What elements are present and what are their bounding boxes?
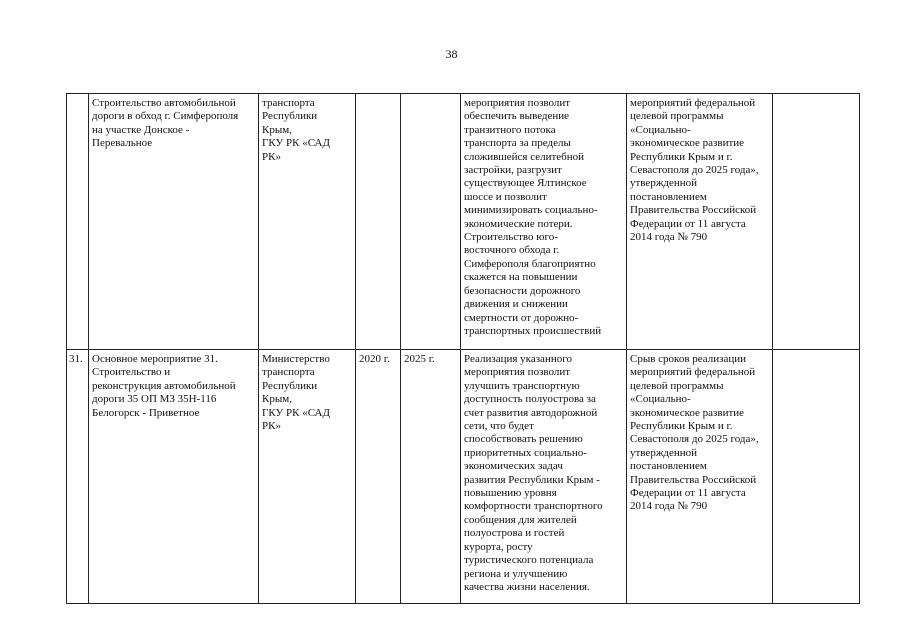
consequences-cell: Срыв сроков реализации мероприятий федеральной целевой программы «Социально- экономическое развитие Республики Крым и г. Севастополя до 2025 года», утвержденной постановлением Правительства Российской Федерации от 11 августа 2014 года № 790 — [627, 350, 773, 604]
table-row — [67, 350, 860, 604]
end-year-cell — [401, 94, 461, 350]
link-cell — [773, 350, 860, 604]
page-number: 38 — [445, 47, 458, 61]
measure-name-cell: Строительство автомобильной дороги в обход г. Симферополя на участке Донское - Перевальное — [89, 94, 259, 350]
end-year-cell: 2025 г. — [401, 350, 461, 604]
expected-result-cell: Реализация указанного мероприятия позволит улучшить транспортную доступность полуострова за счет развития автодорожной сети, что будет способствовать решению приоритетных социально- экономических задач развития Республики Крым - повышению уровня комфортности транспортного сообщения для жителей полуострова и гостей курорта, росту туристического потенциала региона и улучшению качества жизни населения. — [461, 350, 627, 604]
measures-table — [66, 93, 860, 604]
consequences-cell: мероприятий федеральной целевой программы «Социально- экономическое развитие Республики Крым и г. Севастополя до 2025 года», утвержденной постановлением Правительства Российской Федерации от 11 августа 2014 года № 790 — [627, 94, 773, 350]
executor-cell: транспорта Республики Крым, ГКУ РК «САД РК» — [259, 94, 356, 350]
row-number-cell: 31. — [67, 350, 89, 604]
expected-result-cell: мероприятия позволит обеспечить выведение транзитного потока транспорта за пределы сложившейся селитебной застройки, разгрузит существующее Ялтинское шоссе и позволит минимизировать социально- экономические потери. Строительство юго- восточного обхода г. Симферополя благоприятно скажется на повышении безопасности дорожного движения и снижении смертности от дорожно- транспортных происшествий — [461, 94, 627, 350]
start-year-cell — [356, 94, 401, 350]
row-number-cell — [67, 94, 89, 350]
start-year-cell: 2020 г. — [356, 350, 401, 604]
link-cell — [773, 94, 860, 350]
table-row — [67, 94, 860, 350]
measure-name-cell: Основное мероприятие 31. Строительство и реконструкция автомобильной дороги 35 ОП МЗ 35Н-116 Белогорск - Приветное — [89, 350, 259, 604]
executor-cell: Министерство транспорта Республики Крым, ГКУ РК «САД РК» — [259, 350, 356, 604]
